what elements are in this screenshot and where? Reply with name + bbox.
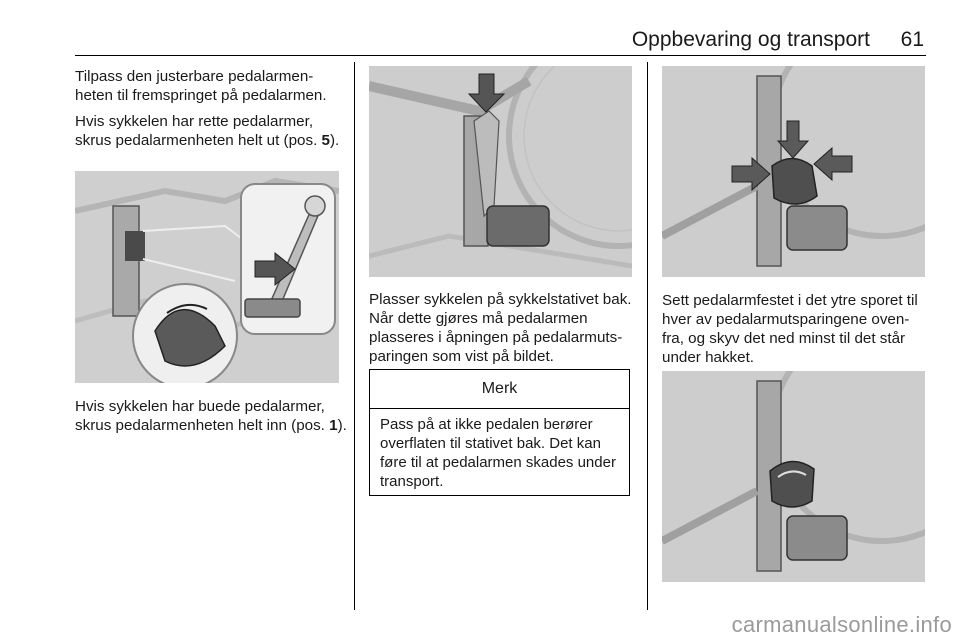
illustration-pedal-clamp-insert: [662, 66, 925, 277]
page-number: 61: [900, 28, 924, 51]
watermark: carmanualsonline.info: [731, 612, 952, 637]
note-heading: Merk: [370, 370, 629, 409]
illustration-pedal-adjuster: [75, 171, 339, 383]
column-right: [662, 291, 928, 374]
paragraph: Tilpass den justerbare pedalarmen-heten til fremspringet på pedalarmen.: [75, 68, 327, 104]
paragraph: Sett pedalarmfestet i det ytre sporet til hver av pedalarmutsparingene oven-fra, og skyv det ned minst til det står under hakket.: [662, 292, 918, 366]
illustration-bike-placement: [369, 66, 632, 277]
position-number: 1: [329, 417, 338, 434]
header-divider: [75, 55, 926, 56]
column-divider-right: [647, 62, 648, 610]
section-title: Oppbevaring og transport: [631, 28, 870, 51]
position-number: 5: [321, 132, 330, 149]
paragraph: Hvis sykkelen har buede pedalarmer, skrus pedalarmenheten helt inn (pos. 1).: [75, 398, 347, 434]
paragraph: Plasser sykkelen på sykkelstativet bak. Når dette gjøres må pedalarmen plasseres i åpningen på pedalarmuts-paringen som vist på bildet.: [369, 291, 632, 365]
illustration-pedal-clamp-locked: [662, 371, 925, 582]
column-left-continued: [75, 397, 347, 442]
column-left: [75, 67, 347, 157]
page-header: [75, 28, 926, 52]
note-box: [369, 369, 630, 496]
note-body: Pass på at ikke pedalen berører overflaten til stativet bak. Det kan føre til at pedalarmen skades under transport.: [380, 416, 616, 490]
column-divider-left: [354, 62, 355, 610]
column-middle: [369, 290, 634, 373]
paragraph: Hvis sykkelen har rette pedalarmer, skrus pedalarmenheten helt ut (pos. 5).: [75, 113, 340, 149]
